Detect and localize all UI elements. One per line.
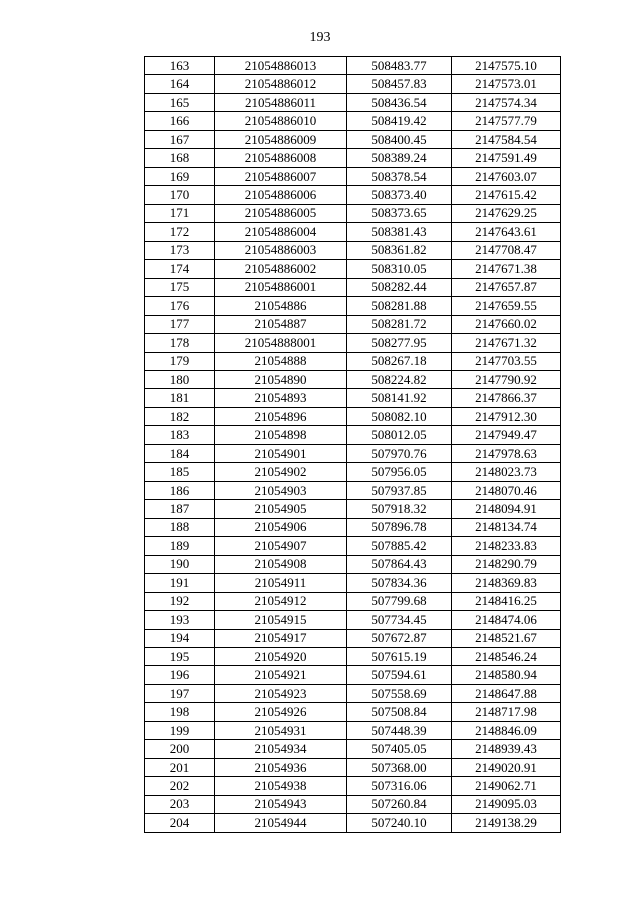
row-index-cell: 200 (145, 740, 215, 758)
table-row (145, 167, 561, 185)
point-id-cell: 21054901 (215, 444, 347, 462)
table-row (145, 500, 561, 518)
y-coordinate-cell: 2149062.71 (452, 777, 561, 795)
point-id-cell: 21054886003 (215, 241, 347, 259)
point-id-cell: 21054886013 (215, 57, 347, 75)
x-coordinate-cell: 507405.05 (347, 740, 452, 758)
row-index-cell: 166 (145, 112, 215, 130)
point-id-cell: 21054886 (215, 297, 347, 315)
point-id-cell: 21054944 (215, 814, 347, 832)
point-id-cell: 21054898 (215, 426, 347, 444)
y-coordinate-cell: 2147671.38 (452, 260, 561, 278)
point-id-cell: 21054886005 (215, 204, 347, 222)
table-row (145, 740, 561, 758)
point-id-cell: 21054907 (215, 537, 347, 555)
point-id-cell: 21054886012 (215, 75, 347, 93)
x-coordinate-cell: 507448.39 (347, 721, 452, 739)
y-coordinate-cell: 2148846.09 (452, 721, 561, 739)
row-index-cell: 199 (145, 721, 215, 739)
row-index-cell: 204 (145, 814, 215, 832)
point-id-cell: 21054903 (215, 481, 347, 499)
y-coordinate-cell: 2148717.98 (452, 703, 561, 721)
point-id-cell: 21054886007 (215, 167, 347, 185)
x-coordinate-cell: 507240.10 (347, 814, 452, 832)
x-coordinate-cell: 508389.24 (347, 149, 452, 167)
row-index-cell: 170 (145, 186, 215, 204)
y-coordinate-cell: 2149095.03 (452, 795, 561, 813)
point-id-cell: 21054906 (215, 518, 347, 536)
x-coordinate-cell: 508436.54 (347, 93, 452, 111)
x-coordinate-cell: 507937.85 (347, 481, 452, 499)
row-index-cell: 189 (145, 537, 215, 555)
y-coordinate-cell: 2147575.10 (452, 57, 561, 75)
x-coordinate-cell: 507918.32 (347, 500, 452, 518)
table-row (145, 629, 561, 647)
point-id-cell: 21054886001 (215, 278, 347, 296)
row-index-cell: 164 (145, 75, 215, 93)
table-row (145, 112, 561, 130)
x-coordinate-cell: 508381.43 (347, 223, 452, 241)
x-coordinate-cell: 508378.54 (347, 167, 452, 185)
x-coordinate-cell: 508457.83 (347, 75, 452, 93)
y-coordinate-cell: 2148233.83 (452, 537, 561, 555)
y-coordinate-cell: 2148521.67 (452, 629, 561, 647)
x-coordinate-cell: 508361.82 (347, 241, 452, 259)
table-row (145, 186, 561, 204)
row-index-cell: 190 (145, 555, 215, 573)
x-coordinate-cell: 507316.06 (347, 777, 452, 795)
y-coordinate-cell: 2147912.30 (452, 407, 561, 425)
y-coordinate-cell: 2147574.34 (452, 93, 561, 111)
table-row (145, 537, 561, 555)
row-index-cell: 191 (145, 574, 215, 592)
y-coordinate-cell: 2147703.55 (452, 352, 561, 370)
row-index-cell: 180 (145, 370, 215, 388)
page-number: 193 (309, 30, 331, 45)
point-id-cell: 21054938 (215, 777, 347, 795)
point-id-cell: 21054923 (215, 684, 347, 702)
point-id-cell: 21054886002 (215, 260, 347, 278)
point-id-cell: 21054936 (215, 758, 347, 776)
table-row (145, 130, 561, 148)
row-index-cell: 201 (145, 758, 215, 776)
table-row (145, 297, 561, 315)
y-coordinate-cell: 2148290.79 (452, 555, 561, 573)
row-index-cell: 193 (145, 611, 215, 629)
y-coordinate-cell: 2147603.07 (452, 167, 561, 185)
point-id-cell: 21054917 (215, 629, 347, 647)
table-row (145, 648, 561, 666)
y-coordinate-cell: 2148023.73 (452, 463, 561, 481)
x-coordinate-cell: 507672.87 (347, 629, 452, 647)
point-id-cell: 21054888001 (215, 334, 347, 352)
x-coordinate-cell: 508082.10 (347, 407, 452, 425)
table-row (145, 666, 561, 684)
table-row (145, 463, 561, 481)
x-coordinate-cell: 507734.45 (347, 611, 452, 629)
y-coordinate-cell: 2147643.61 (452, 223, 561, 241)
y-coordinate-cell: 2147657.87 (452, 278, 561, 296)
point-id-cell: 21054886006 (215, 186, 347, 204)
x-coordinate-cell: 508419.42 (347, 112, 452, 130)
point-id-cell: 21054893 (215, 389, 347, 407)
table-row (145, 260, 561, 278)
x-coordinate-cell: 508281.88 (347, 297, 452, 315)
row-index-cell: 175 (145, 278, 215, 296)
y-coordinate-cell: 2149138.29 (452, 814, 561, 832)
table-row (145, 814, 561, 832)
y-coordinate-cell: 2147659.55 (452, 297, 561, 315)
y-coordinate-cell: 2148647.88 (452, 684, 561, 702)
row-index-cell: 177 (145, 315, 215, 333)
y-coordinate-cell: 2147629.25 (452, 204, 561, 222)
point-id-cell: 21054931 (215, 721, 347, 739)
table-row (145, 75, 561, 93)
point-id-cell: 21054905 (215, 500, 347, 518)
x-coordinate-cell: 508310.05 (347, 260, 452, 278)
y-coordinate-cell: 2147671.32 (452, 334, 561, 352)
table-row (145, 426, 561, 444)
row-index-cell: 167 (145, 130, 215, 148)
table-row (145, 777, 561, 795)
x-coordinate-cell: 507260.84 (347, 795, 452, 813)
x-coordinate-cell: 507896.78 (347, 518, 452, 536)
y-coordinate-cell: 2147866.37 (452, 389, 561, 407)
y-coordinate-cell: 2148070.46 (452, 481, 561, 499)
point-id-cell: 21054921 (215, 666, 347, 684)
row-index-cell: 187 (145, 500, 215, 518)
table-row (145, 444, 561, 462)
y-coordinate-cell: 2148369.83 (452, 574, 561, 592)
row-index-cell: 182 (145, 407, 215, 425)
y-coordinate-cell: 2147577.79 (452, 112, 561, 130)
y-coordinate-cell: 2147584.54 (452, 130, 561, 148)
point-id-cell: 21054934 (215, 740, 347, 758)
x-coordinate-cell: 508483.77 (347, 57, 452, 75)
y-coordinate-cell: 2147949.47 (452, 426, 561, 444)
table-row (145, 574, 561, 592)
row-index-cell: 195 (145, 648, 215, 666)
row-index-cell: 172 (145, 223, 215, 241)
table-row (145, 555, 561, 573)
x-coordinate-cell: 508400.45 (347, 130, 452, 148)
point-id-cell: 21054886009 (215, 130, 347, 148)
table-row (145, 315, 561, 333)
point-id-cell: 21054888 (215, 352, 347, 370)
row-index-cell: 183 (145, 426, 215, 444)
row-index-cell: 174 (145, 260, 215, 278)
row-index-cell: 188 (145, 518, 215, 536)
y-coordinate-cell: 2148416.25 (452, 592, 561, 610)
point-id-cell: 21054896 (215, 407, 347, 425)
x-coordinate-cell: 508277.95 (347, 334, 452, 352)
x-coordinate-cell: 507834.36 (347, 574, 452, 592)
row-index-cell: 163 (145, 57, 215, 75)
table-row (145, 352, 561, 370)
point-id-cell: 21054887 (215, 315, 347, 333)
row-index-cell: 203 (145, 795, 215, 813)
y-coordinate-cell: 2148580.94 (452, 666, 561, 684)
row-index-cell: 184 (145, 444, 215, 462)
table-row (145, 223, 561, 241)
table-row (145, 370, 561, 388)
table-row (145, 93, 561, 111)
table-row (145, 149, 561, 167)
row-index-cell: 197 (145, 684, 215, 702)
table-row (145, 278, 561, 296)
y-coordinate-cell: 2148134.74 (452, 518, 561, 536)
table-row (145, 389, 561, 407)
x-coordinate-cell: 508267.18 (347, 352, 452, 370)
y-coordinate-cell: 2147790.92 (452, 370, 561, 388)
coordinates-table (144, 56, 561, 833)
x-coordinate-cell: 508282.44 (347, 278, 452, 296)
point-id-cell: 21054908 (215, 555, 347, 573)
row-index-cell: 179 (145, 352, 215, 370)
x-coordinate-cell: 507885.42 (347, 537, 452, 555)
row-index-cell: 202 (145, 777, 215, 795)
x-coordinate-cell: 507956.05 (347, 463, 452, 481)
coordinates-table-body (145, 57, 561, 833)
table-row (145, 204, 561, 222)
table-row (145, 407, 561, 425)
row-index-cell: 171 (145, 204, 215, 222)
x-coordinate-cell: 508012.05 (347, 426, 452, 444)
table-row (145, 481, 561, 499)
row-index-cell: 185 (145, 463, 215, 481)
x-coordinate-cell: 507799.68 (347, 592, 452, 610)
row-index-cell: 194 (145, 629, 215, 647)
x-coordinate-cell: 507508.84 (347, 703, 452, 721)
table-row (145, 611, 561, 629)
x-coordinate-cell: 508281.72 (347, 315, 452, 333)
y-coordinate-cell: 2148939.43 (452, 740, 561, 758)
x-coordinate-cell: 507368.00 (347, 758, 452, 776)
row-index-cell: 169 (145, 167, 215, 185)
point-id-cell: 21054912 (215, 592, 347, 610)
table-row (145, 684, 561, 702)
y-coordinate-cell: 2148094.91 (452, 500, 561, 518)
y-coordinate-cell: 2148474.06 (452, 611, 561, 629)
x-coordinate-cell: 508373.40 (347, 186, 452, 204)
row-index-cell: 196 (145, 666, 215, 684)
point-id-cell: 21054902 (215, 463, 347, 481)
row-index-cell: 181 (145, 389, 215, 407)
row-index-cell: 178 (145, 334, 215, 352)
point-id-cell: 21054911 (215, 574, 347, 592)
y-coordinate-cell: 2149020.91 (452, 758, 561, 776)
y-coordinate-cell: 2147978.63 (452, 444, 561, 462)
table-row (145, 241, 561, 259)
point-id-cell: 21054926 (215, 703, 347, 721)
row-index-cell: 186 (145, 481, 215, 499)
table-row (145, 57, 561, 75)
table-row (145, 721, 561, 739)
point-id-cell: 21054920 (215, 648, 347, 666)
table-row (145, 703, 561, 721)
y-coordinate-cell: 2147660.02 (452, 315, 561, 333)
table-row (145, 592, 561, 610)
point-id-cell: 21054915 (215, 611, 347, 629)
row-index-cell: 168 (145, 149, 215, 167)
x-coordinate-cell: 507558.69 (347, 684, 452, 702)
x-coordinate-cell: 507970.76 (347, 444, 452, 462)
y-coordinate-cell: 2147591.49 (452, 149, 561, 167)
x-coordinate-cell: 508141.92 (347, 389, 452, 407)
x-coordinate-cell: 508224.82 (347, 370, 452, 388)
point-id-cell: 21054890 (215, 370, 347, 388)
row-index-cell: 198 (145, 703, 215, 721)
table-row (145, 795, 561, 813)
point-id-cell: 21054886010 (215, 112, 347, 130)
point-id-cell: 21054943 (215, 795, 347, 813)
x-coordinate-cell: 507615.19 (347, 648, 452, 666)
row-index-cell: 165 (145, 93, 215, 111)
row-index-cell: 173 (145, 241, 215, 259)
table-row (145, 758, 561, 776)
y-coordinate-cell: 2148546.24 (452, 648, 561, 666)
x-coordinate-cell: 508373.65 (347, 204, 452, 222)
row-index-cell: 176 (145, 297, 215, 315)
x-coordinate-cell: 507864.43 (347, 555, 452, 573)
point-id-cell: 21054886004 (215, 223, 347, 241)
y-coordinate-cell: 2147615.42 (452, 186, 561, 204)
x-coordinate-cell: 507594.61 (347, 666, 452, 684)
y-coordinate-cell: 2147573.01 (452, 75, 561, 93)
row-index-cell: 192 (145, 592, 215, 610)
point-id-cell: 21054886008 (215, 149, 347, 167)
table-row (145, 518, 561, 536)
y-coordinate-cell: 2147708.47 (452, 241, 561, 259)
table-row (145, 334, 561, 352)
point-id-cell: 21054886011 (215, 93, 347, 111)
